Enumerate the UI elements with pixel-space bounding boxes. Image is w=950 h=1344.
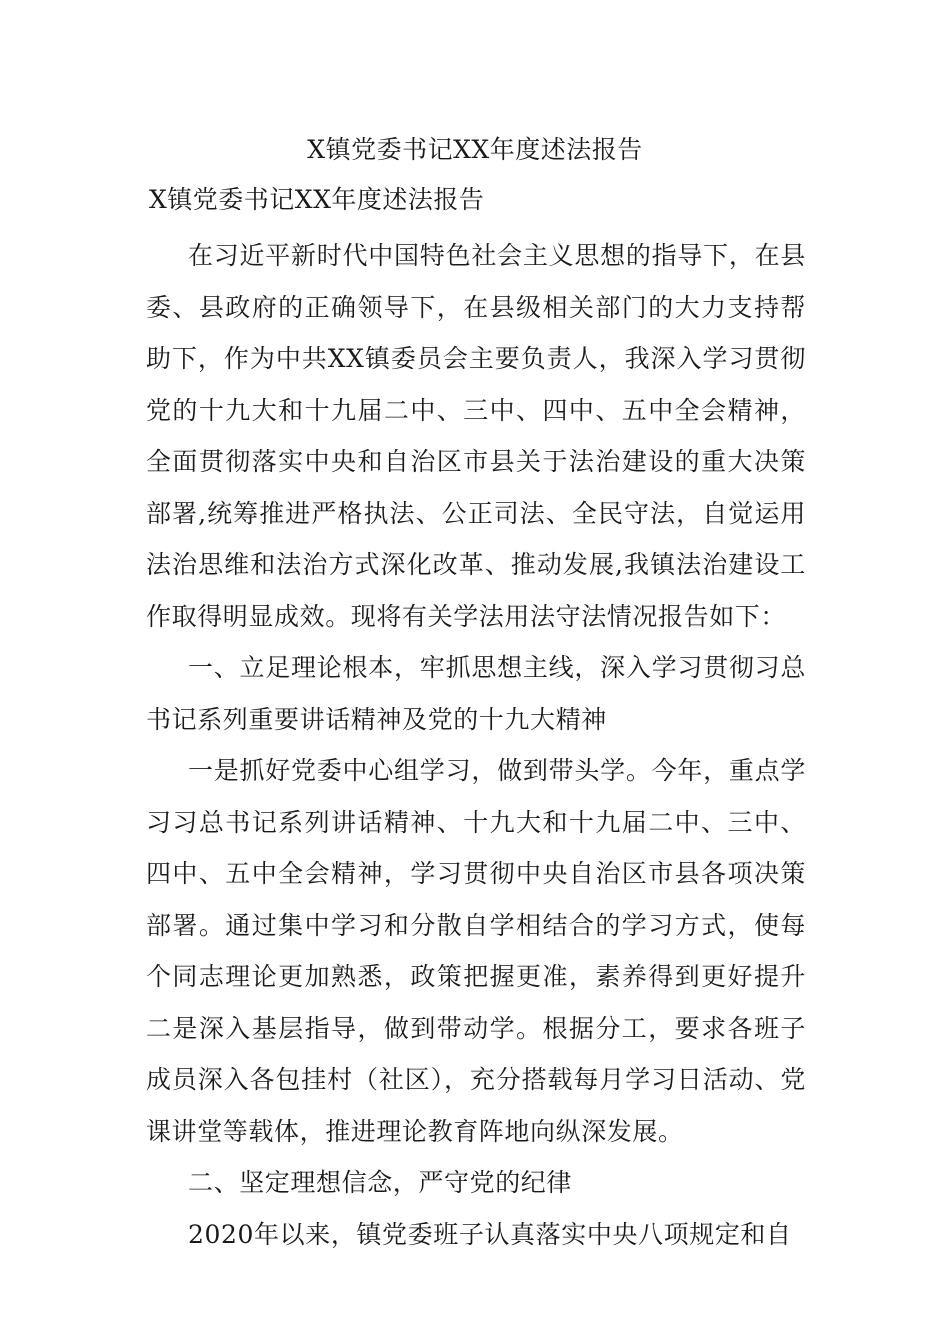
section-heading-1: 一、立足理论根本，牢抓思想主线，深入学习贯彻习总书记系列重要讲话精神及党的十九大精神 [146, 653, 806, 734]
paragraph-study: 一是抓好党委中心组学习，做到带头学。今年，重点学习习总书记系列讲话精神、十九大和十九届二中、三中、四中、五中全会精神，学习贯彻中央自治区市县各项决策部署。通过集中学习和分散自学相结合的学习方式，使每个同志理论更加熟悉，政策把握更准，素养得到更好提升二是深入基层指导，做到带动学。根据分工，要求各班子成员深入各包挂村（社区），充分搭载每月学习日活动、党课讲堂等载体，推进理论教育阵地向纵深发展。 [146, 756, 806, 1146]
document-body [146, 230, 806, 1260]
document-subtitle: X镇党委书记XX年度述法报告 [149, 185, 485, 214]
paragraph-intro: 在习近平新时代中国特色社会主义思想的指导下，在县委、县政府的正确领导下，在县级相关部门的大力支持帮助下，作为中共XX镇委员会主要负责人，我深入学习贯彻党的十九大和十九届二中、三中、四中、五中全会精神，全面贯彻落实中央和自治区市县关于法治建设的重大决策部署,统筹推进严格执法、公正司法、全民守法，自觉运用法治思维和法治方式深化改革、推动发展,我镇法治建设工作取得明显成效。现将有关学法用法守法情况报告如下： [146, 241, 806, 631]
section-heading-2: 二、坚定理想信念，严守党的纪律 [188, 1168, 573, 1197]
document-title: X镇党委书记XX年度述法报告 [307, 135, 643, 164]
paragraph-discipline: 2020年以来，镇党委班子认真落实中央八项规定和自 [188, 1219, 792, 1249]
